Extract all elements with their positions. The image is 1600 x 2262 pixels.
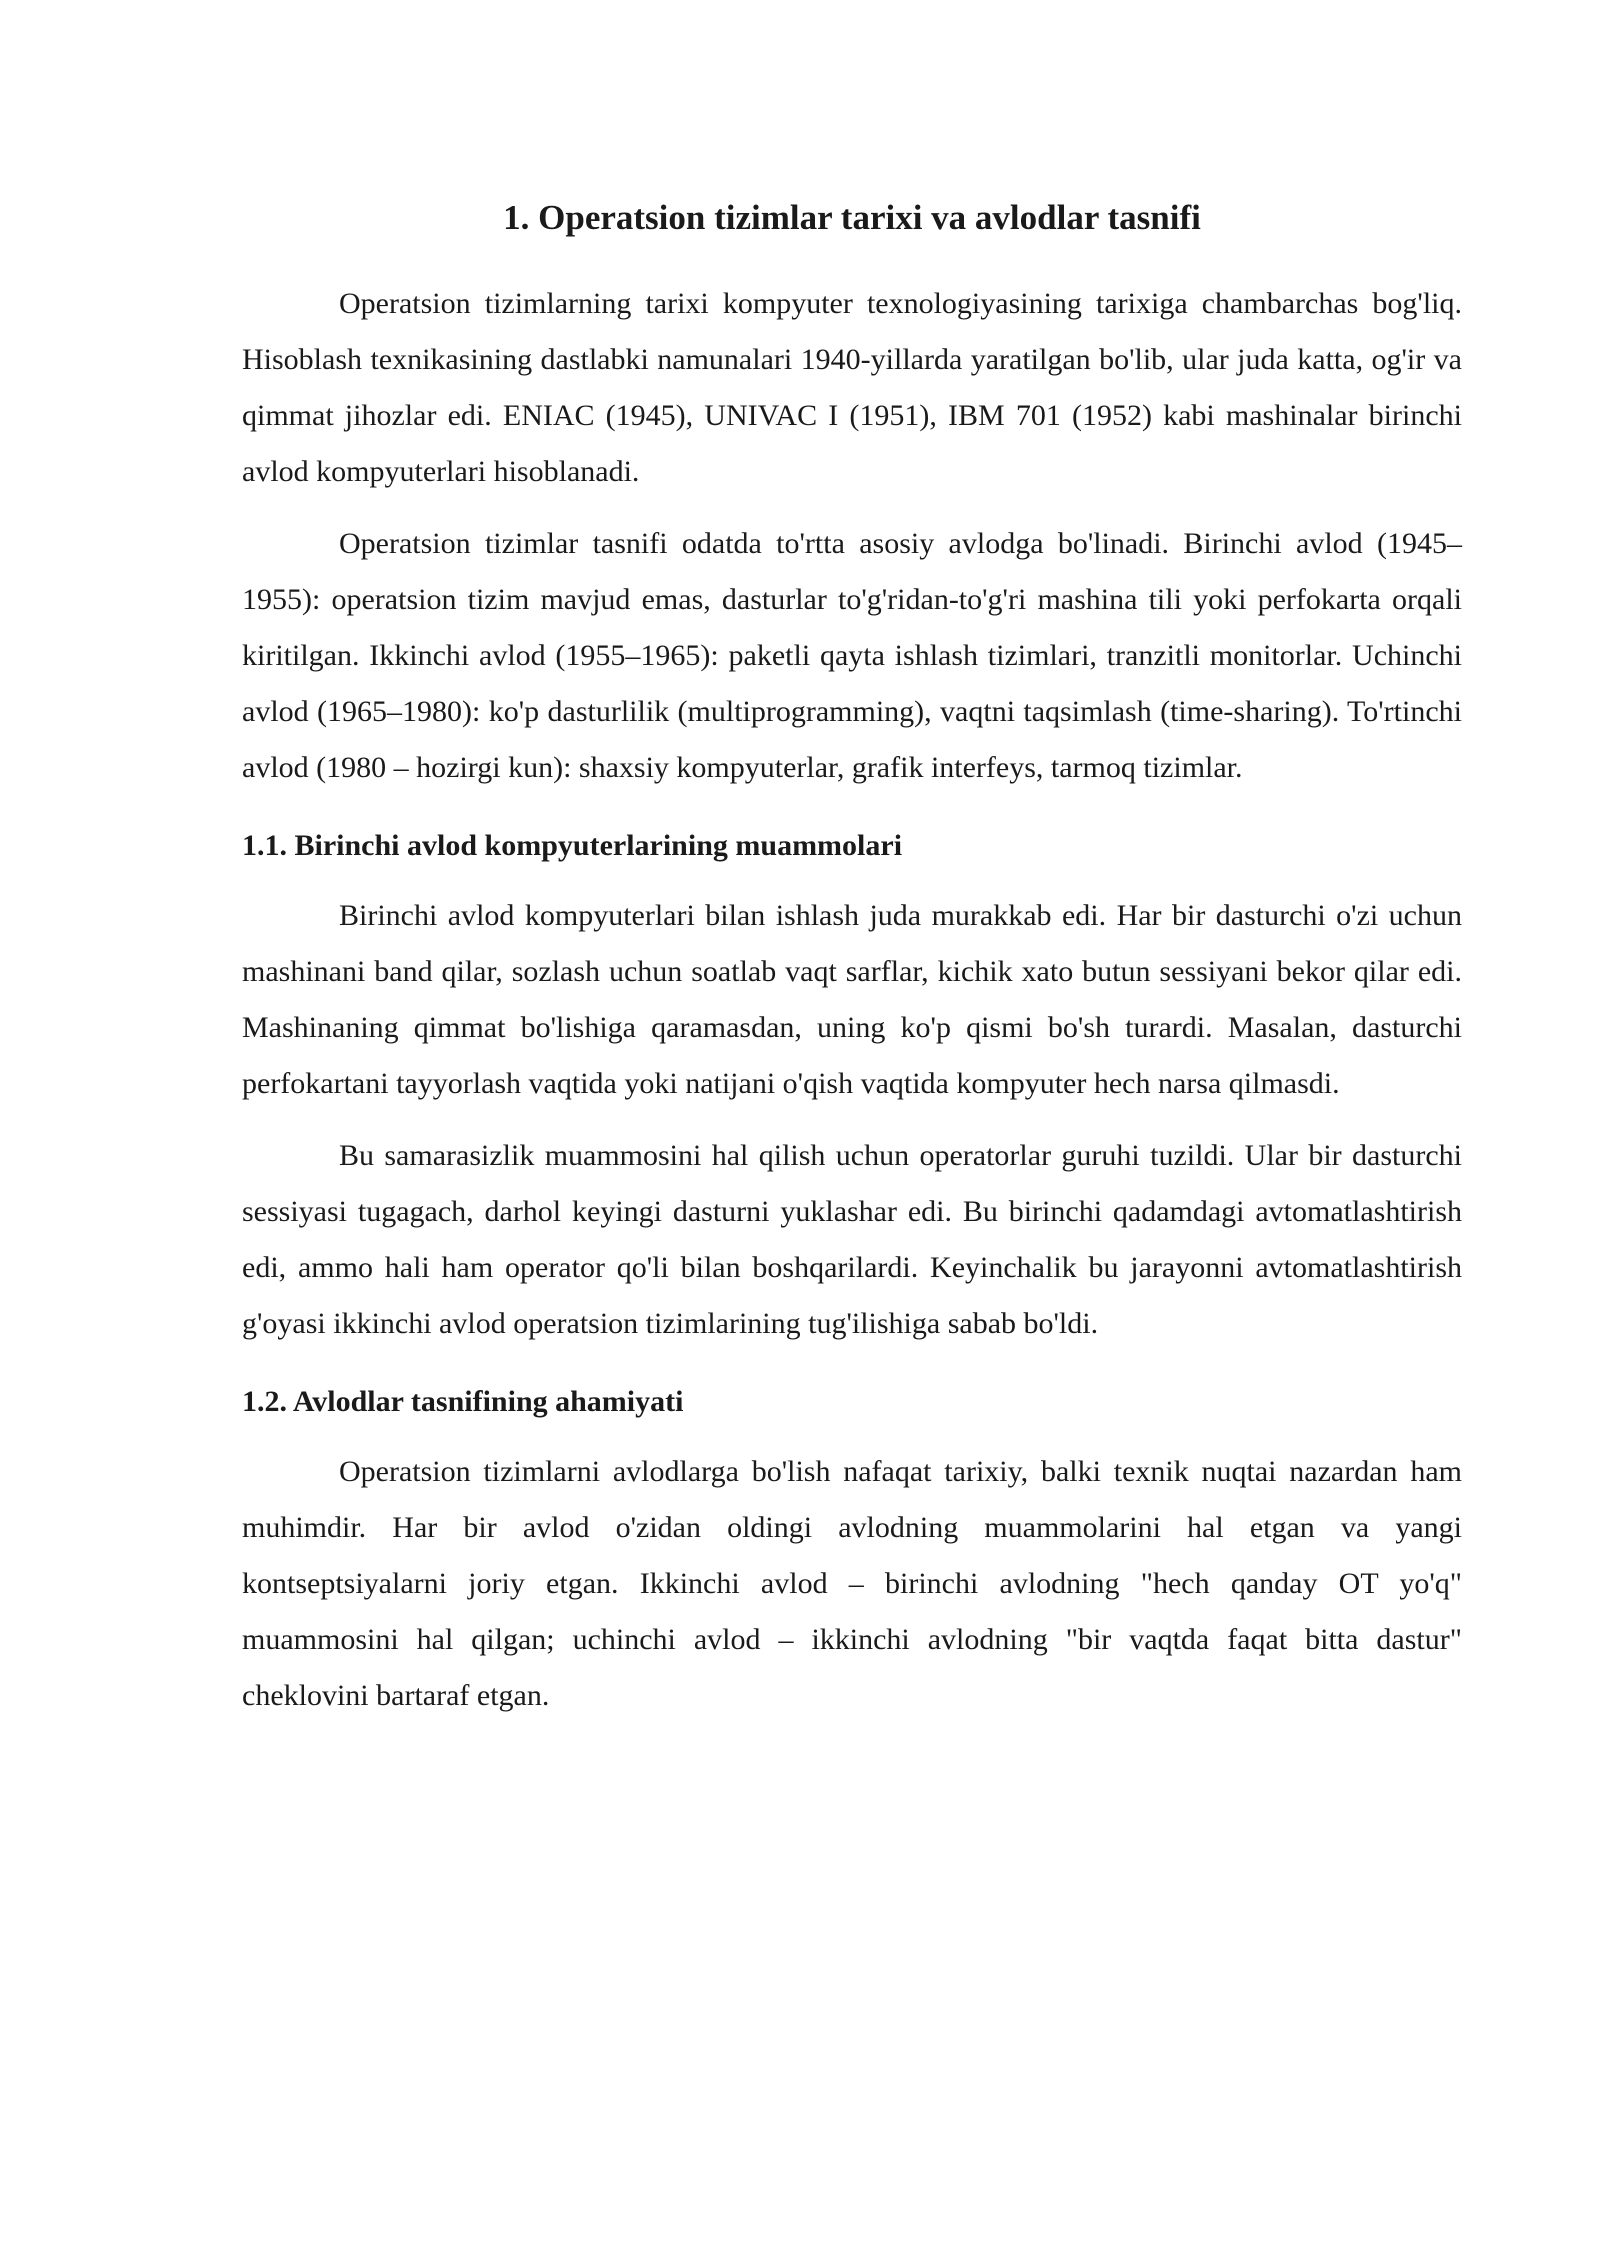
paragraph-1-1-a: Birinchi avlod kompyuterlari bilan ishlash juda murakkab edi. Har bir dasturchi o'zi uchun mashinani band qilar, sozlash uchun soatlab vaqt sarflar, kichik xato butun sessiyani bekor qilar edi. Mashinaning qimmat bo'lishiga qaramasdan, uning ko'p qismi bo'sh turardi. Masalan, dasturchi perfokartani tayyorlash vaqtida yoki natijani o'qish vaqtida kompyuter hech narsa qilmasdi. [242,899,1462,1100]
section-heading-1-2: 1.2. Avlodlar tasnifining ahamiyati [242,1385,684,1418]
paragraph-1-1-b: Bu samarasizlik muammosini hal qilish uchun operatorlar guruhi tuzildi. Ular bir dasturchi sessiyasi tugagach, darhol keyingi dasturni yuklashar edi. Bu birinchi qadamdagi avtomatlashtirish edi, ammo hali ham operator qo'li bilan boshqarilardi. Keyinchalik bu jarayonni avtomatlashtirish g'oyasi ikkinchi avlod operatsion tizimlarining tug'ilishiga sabab bo'ldi. [242,1139,1462,1340]
document-page [242,190,1462,1740]
section-heading-1-1: 1.1. Birinchi avlod kompyuterlarining muammolari [242,829,903,862]
paragraph-intro-2: Operatsion tizimlar tasnifi odatda to'rtta asosiy avlodga bo'linadi. Birinchi avlod (1945–1955): operatsion tizim mavjud emas, dasturlar to'g'ridan-to'g'ri mashina tili yoki perfokarta orqali kiritilgan. Ikkinchi avlod (1955–1965): paketli qayta ishlash tizimlari, tranzitli monitorlar. Uchinchi avlod (1965–1980): ko'p dasturlilik (multiprogramming), vaqtni taqsimlash (time-sharing). To'rtinchi avlod (1980 – hozirgi kun): shaxsiy kompyuterlar, grafik interfeys, tarmoq tizimlar. [242,527,1462,784]
paragraph-intro-1: Operatsion tizimlarning tarixi kompyuter texnologiyasining tarixiga chambarchas bog'liq. Hisoblash texnikasining dastlabki namunalari 1940-yillarda yaratilgan bo'lib, ular juda katta, og'ir va qimmat jihozlar edi. ENIAC (1945), UNIVAC I (1951), IBM 701 (1952) kabi mashinalar birinchi avlod kompyuterlari hisoblanadi. [242,287,1462,488]
paragraph-1-2-a: Operatsion tizimlarni avlodlarga bo'lish nafaqat tarixiy, balki texnik nuqtai nazardan ham muhimdir. Har bir avlod o'zidan oldingi avlodning muammolarini hal etgan va yangi kontseptsiyalarni joriy etgan. Ikkinchi avlod – birinchi avlodning "hech qanday OT yo'q" muammosini hal qilgan; uchinchi avlod – ikkinchi avlodning "bir vaqtda faqat bitta dastur" cheklovini bartaraf etgan. [242,1455,1462,1712]
page-title: 1. Operatsion tizimlar tarixi va avlodlar tasnifi [503,198,1201,237]
